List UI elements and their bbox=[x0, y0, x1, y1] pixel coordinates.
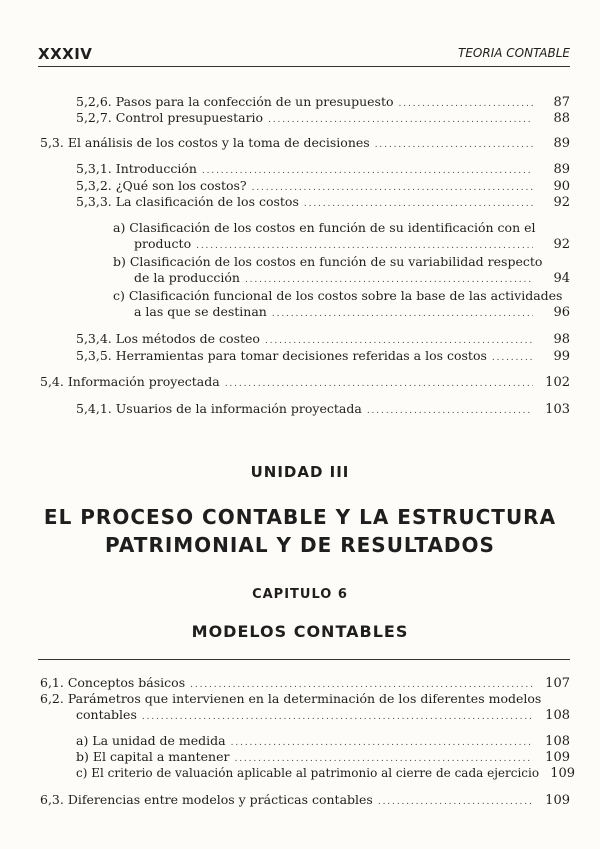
toc-entry-5-3-3 bbox=[76, 194, 570, 212]
leader-dots bbox=[202, 161, 533, 179]
toc-entry-5-3 bbox=[40, 135, 570, 153]
toc-entry-page: 96 bbox=[553, 305, 570, 320]
page-number: XXXIV bbox=[38, 45, 93, 63]
leader-dots bbox=[367, 401, 533, 419]
unit-title-line1: EL PROCESO CONTABLE Y LA ESTRUCTURA bbox=[43, 505, 557, 529]
leader-dots bbox=[265, 331, 533, 349]
page-header bbox=[38, 42, 570, 67]
toc-entry-label: producto bbox=[134, 236, 192, 251]
toc-entry-label: 5,3,1. Introducción bbox=[76, 161, 197, 176]
toc-entry-page: 103 bbox=[545, 402, 570, 417]
unit-title-line2: PATRIMONIAL Y DE RESULTADOS bbox=[105, 533, 495, 557]
toc-entry-5-3-1 bbox=[76, 161, 570, 179]
toc-entry-5-2-7 bbox=[76, 110, 570, 128]
toc-entry-page: 98 bbox=[553, 332, 570, 347]
toc-entry-label: a) La unidad de medida bbox=[76, 733, 226, 748]
toc-entry-page: 94 bbox=[553, 271, 570, 286]
toc-entry-page: 108 bbox=[545, 708, 570, 723]
toc-entry-label: 5,3,3. La clasificación de los costos bbox=[76, 194, 299, 209]
toc-subentry-a-line1: a) Clasificación de los costos en función de su identificación con el bbox=[113, 220, 536, 235]
toc-entry-label: 5,3. El análisis de los costos y la toma de decisiones bbox=[40, 135, 370, 150]
unit-label: UNIDAD III bbox=[250, 463, 350, 481]
toc-entry-page: 107 bbox=[545, 676, 570, 691]
toc-entry-label: 5,2,6. Pasos para la confección de un presupuesto bbox=[76, 94, 394, 109]
running-title: TEORIA CONTABLE bbox=[458, 46, 570, 60]
toc-entry-5-3-5 bbox=[76, 348, 570, 366]
toc-entry-page: 92 bbox=[553, 237, 570, 252]
toc-entry-label: de la producción bbox=[134, 270, 240, 285]
toc-entry-6-2 bbox=[76, 707, 570, 725]
leader-dots bbox=[142, 707, 533, 725]
chapter-title: MODELOS CONTABLES bbox=[191, 622, 409, 641]
toc-entry-6-2-line1: 6,2. Parámetros que intervienen en la determinación de los diferentes modelos bbox=[40, 691, 542, 706]
toc-entry-label: 5,4,1. Usuarios de la información proyectada bbox=[76, 401, 362, 416]
toc-entry-5-4-1 bbox=[76, 401, 570, 419]
toc-entry-page: 102 bbox=[545, 375, 570, 390]
toc-entry-label: contables bbox=[76, 707, 137, 722]
leader-dots bbox=[378, 792, 533, 810]
toc-entry-6-3 bbox=[40, 792, 570, 810]
toc-entry-label: a las que se destinan bbox=[134, 304, 267, 319]
toc-entry-label: 5,3,4. Los métodos de costeo bbox=[76, 331, 260, 346]
toc-entry-label: c) El criterio de valuación aplicable al patrimonio al cierre de cada ejercicio bbox=[76, 766, 540, 780]
leader-dots bbox=[375, 135, 533, 153]
toc-entry-5-3-4 bbox=[76, 331, 570, 349]
leader-dots bbox=[245, 270, 533, 288]
toc-entry-label: 6,3. Diferencias entre modelos y prácticas contables bbox=[40, 792, 373, 807]
toc-entry-page: 92 bbox=[553, 195, 570, 210]
chapter-label: CAPITULO 6 bbox=[252, 587, 348, 602]
divider bbox=[38, 659, 570, 660]
toc-entry-page: 109 bbox=[545, 750, 570, 765]
toc-entry-page: 89 bbox=[553, 162, 570, 177]
toc-entry-page: 87 bbox=[553, 95, 570, 110]
toc-entry-label: 5,3,2. ¿Qué son los costos? bbox=[76, 178, 247, 193]
leader-dots bbox=[268, 110, 533, 128]
leader-dots bbox=[196, 236, 533, 254]
toc-subentry-c-line1: c) Clasificación funcional de los costos sobre la base de las actividades bbox=[113, 288, 563, 303]
toc-entry-page: 109 bbox=[550, 766, 576, 781]
toc-entry-page: 89 bbox=[553, 136, 570, 151]
leader-dots bbox=[492, 348, 533, 366]
toc-entry-label: 5,4. Información proyectada bbox=[40, 374, 220, 389]
toc-entry-page: 99 bbox=[553, 349, 570, 364]
toc-subentry-b bbox=[134, 270, 570, 288]
toc-subentry-c bbox=[134, 304, 570, 322]
toc-entry-page: 88 bbox=[553, 111, 570, 126]
toc-entry-5-4 bbox=[40, 374, 570, 392]
toc-entry-label: 6,1. Conceptos básicos bbox=[40, 675, 186, 690]
leader-dots bbox=[225, 374, 533, 392]
toc-entry-label: b) El capital a mantener bbox=[76, 749, 230, 764]
leader-dots bbox=[304, 194, 533, 212]
toc-entry-page: 90 bbox=[553, 179, 570, 194]
toc-entry-label: 5,2,7. Control presupuestario bbox=[76, 110, 264, 125]
toc-entry-page: 108 bbox=[545, 734, 570, 749]
toc-subentry-b-line1: b) Clasificación de los costos en función de su variabilidad respecto bbox=[113, 254, 543, 269]
toc-entry-page: 109 bbox=[545, 793, 570, 808]
leader-dots bbox=[272, 304, 533, 322]
toc-subentry-6-2-c bbox=[76, 765, 576, 782]
toc-subentry-a bbox=[134, 236, 570, 254]
toc-entry-label: 5,3,5. Herramientas para tomar decisiones referidas a los costos bbox=[76, 348, 487, 363]
